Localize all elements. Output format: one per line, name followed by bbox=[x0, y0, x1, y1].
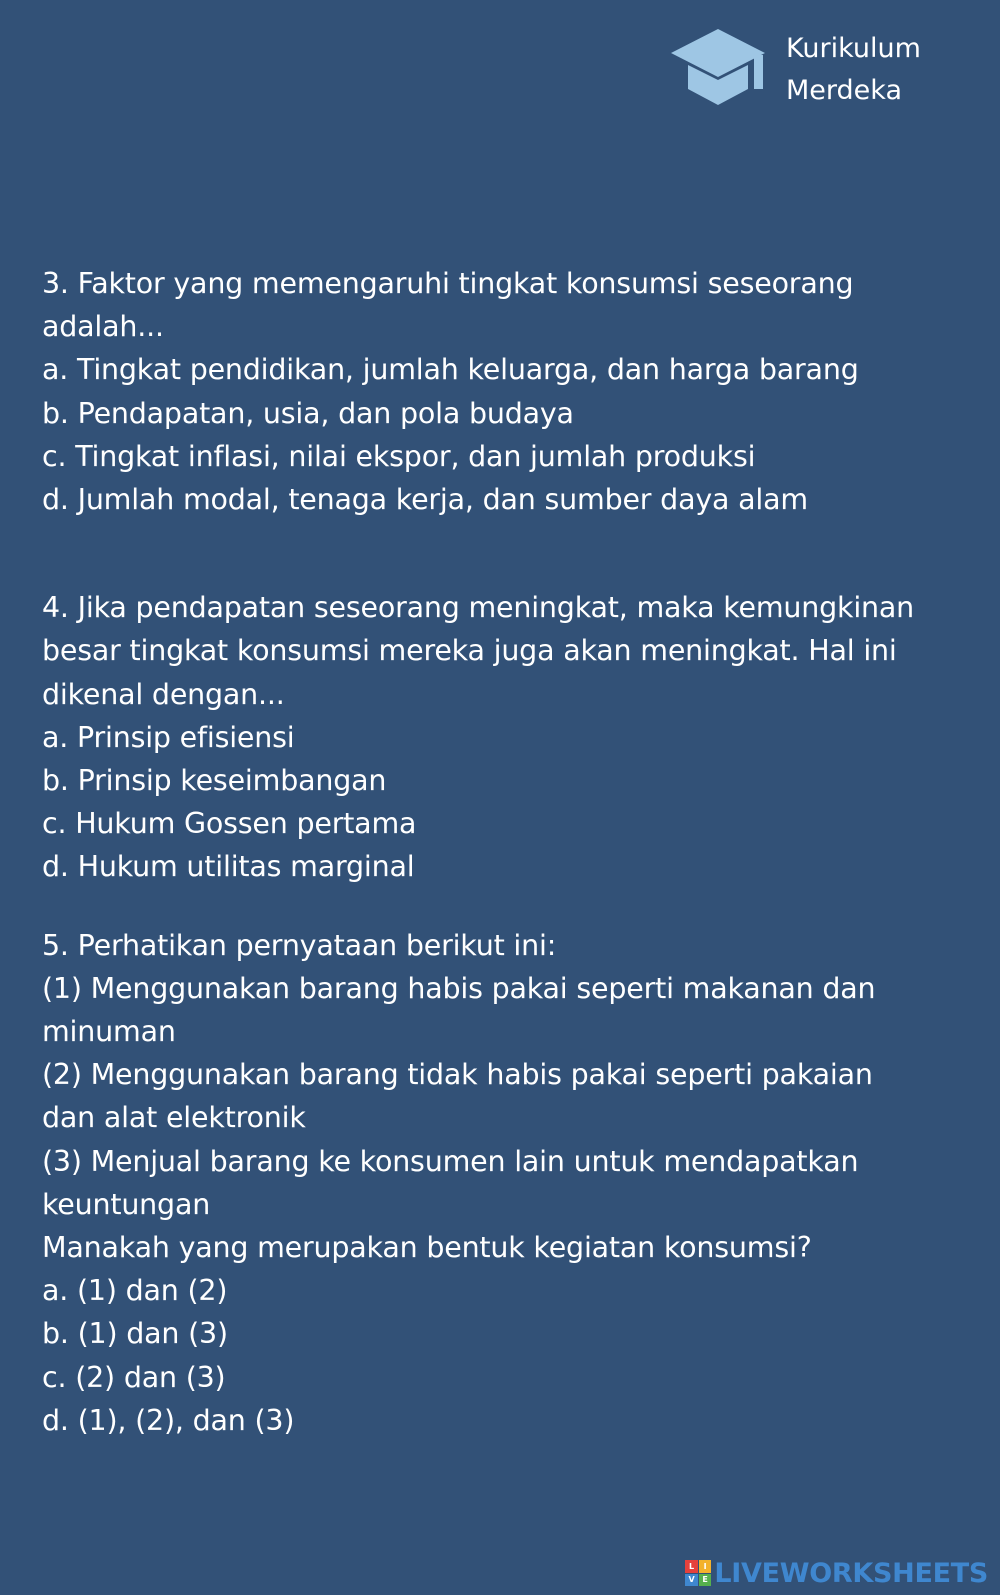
graduation-cap-icon bbox=[670, 27, 766, 107]
logo-letter: V bbox=[685, 1574, 698, 1587]
question-3-option-d: d. Jumlah modal, tenaga kerja, dan sumber daya alam bbox=[42, 483, 808, 517]
logo-letter: L bbox=[685, 1560, 698, 1573]
brand-header bbox=[670, 22, 970, 112]
question-3-text-line: adalah... bbox=[42, 310, 164, 344]
question-5-statement-line: keuntungan bbox=[42, 1187, 211, 1221]
question-4-option-a: a. Prinsip efisiensi bbox=[42, 720, 295, 754]
question-5-prompt-line: Manakah yang merupakan bentuk kegiatan konsumsi? bbox=[42, 1231, 812, 1265]
question-5-option-c: c. (2) dan (3) bbox=[42, 1360, 226, 1394]
question-4-text-line: dikenal dengan... bbox=[42, 677, 285, 711]
question-3-option-c: c. Tingkat inflasi, nilai ekspor, dan jumlah produksi bbox=[42, 439, 756, 473]
question-5-statement-line: minuman bbox=[42, 1015, 176, 1049]
question-content bbox=[42, 262, 972, 1442]
liveworksheets-logo-icon bbox=[685, 1560, 711, 1586]
question-5-statement-line: (2) Menggunakan barang tidak habis pakai seperti pakaian bbox=[42, 1058, 873, 1092]
question-4-option-b: b. Prinsip keseimbangan bbox=[42, 764, 387, 798]
question-5-option-b: b. (1) dan (3) bbox=[42, 1317, 228, 1351]
question-3-option-b: b. Pendapatan, usia, dan pola budaya bbox=[42, 396, 574, 430]
question-5-option-a: a. (1) dan (2) bbox=[42, 1274, 228, 1308]
liveworksheets-footer bbox=[685, 1557, 988, 1589]
question-4-text-line: besar tingkat konsumsi mereka juga akan meningkat. Hal ini bbox=[42, 634, 897, 668]
brand-title-line2: Merdeka bbox=[786, 75, 902, 106]
question-5 bbox=[42, 924, 972, 1442]
question-4 bbox=[42, 586, 972, 888]
question-5-statement-line: (1) Menggunakan barang habis pakai seperti makanan dan bbox=[42, 971, 876, 1005]
question-5-option-d: d. (1), (2), dan (3) bbox=[42, 1403, 295, 1437]
question-4-option-c: c. Hukum Gossen pertama bbox=[42, 807, 417, 841]
question-3-option-a: a. Tingkat pendidikan, jumlah keluarga, dan harga barang bbox=[42, 353, 859, 387]
logo-letter: E bbox=[699, 1574, 712, 1587]
question-3-text-line: 3. Faktor yang memengaruhi tingkat konsumsi seseorang bbox=[42, 267, 854, 300]
question-5-statement-line: (3) Menjual barang ke konsumen lain untuk mendapatkan bbox=[42, 1144, 859, 1178]
logo-letter: I bbox=[699, 1560, 712, 1573]
question-5-text-line: 5. Perhatikan pernyataan berikut ini: bbox=[42, 928, 557, 962]
question-5-statement-line: dan alat elektronik bbox=[42, 1101, 306, 1135]
question-4-text-line: 4. Jika pendapatan seseorang meningkat, maka kemungkinan bbox=[42, 591, 915, 625]
brand-title-line1: Kurikulum bbox=[786, 33, 921, 64]
liveworksheets-wordmark: LIVEWORKSHEETS bbox=[714, 1557, 988, 1589]
question-3 bbox=[42, 262, 972, 521]
question-4-option-d: d. Hukum utilitas marginal bbox=[42, 850, 415, 884]
